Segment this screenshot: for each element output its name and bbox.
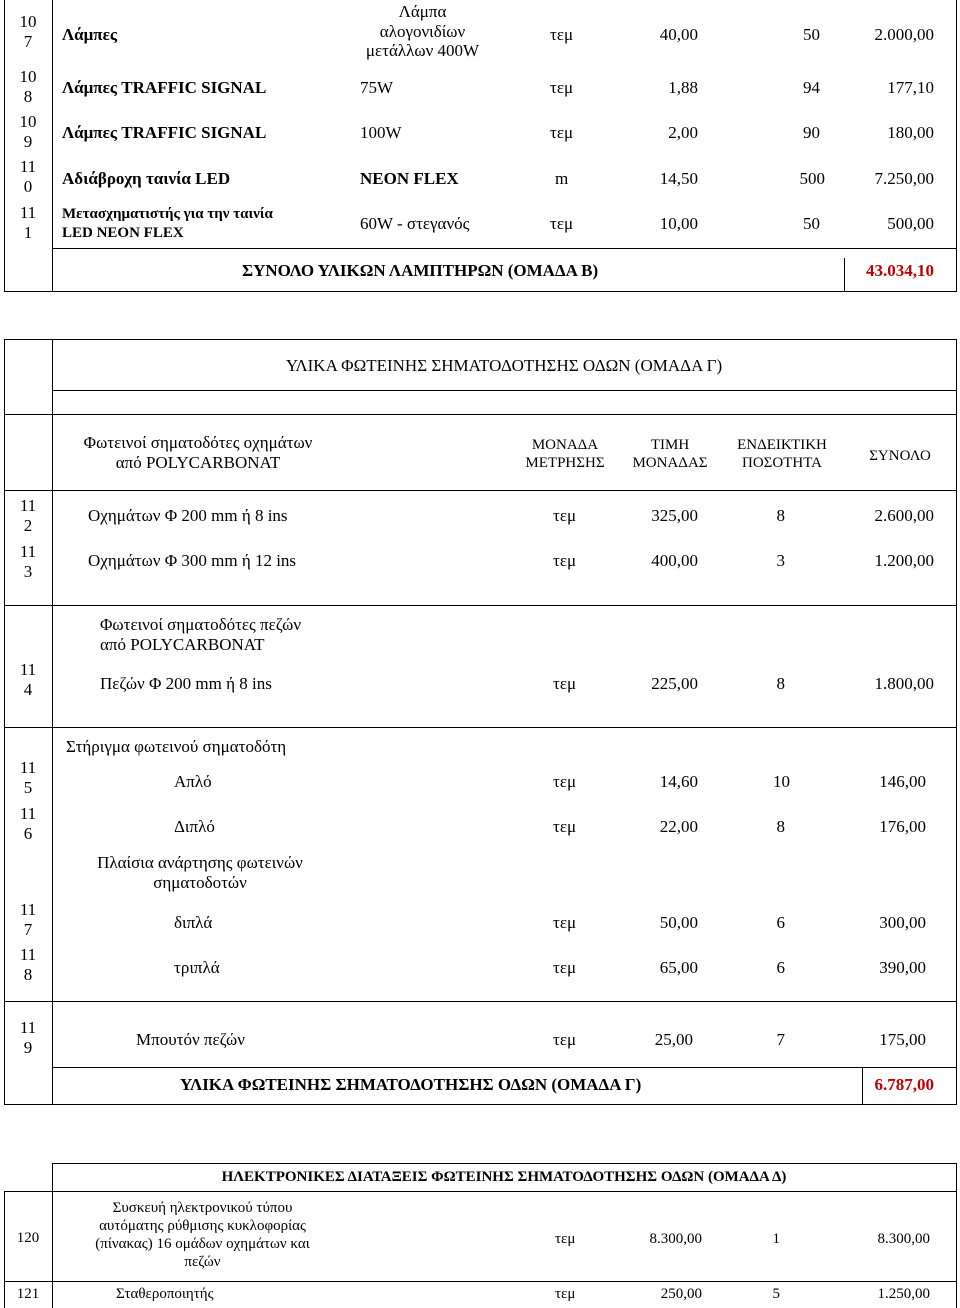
group-b-total-value: 43.034,10 <box>866 261 934 280</box>
row-number: 11 4 <box>19 660 37 700</box>
column-header-description: Φωτεινοί σηματοδότες οχημάτων από POLYCARBONAT <box>83 433 313 473</box>
unit: τεμ <box>553 913 577 932</box>
unit-price: 250,00 <box>660 1286 702 1302</box>
row-number: 11 0 <box>19 157 37 197</box>
item-description: Λάμπες TRAFFIC SIGNAL <box>62 78 267 97</box>
unit: τεμ <box>553 674 577 693</box>
column-header-price: ΤΙΜΗ ΜΟΝΑΔΑΣ <box>632 437 708 471</box>
column-header-quantity: ΕΝΔΕΙΚΤΙΚΗ ΠΟΣΟΤΗΤΑ <box>737 437 827 471</box>
unit-price: 325,00 <box>651 506 698 525</box>
unit: τεμ <box>553 772 577 791</box>
unit-price: 22,00 <box>659 817 698 836</box>
group-b-total-label: ΣΥΝΟΛΟ ΥΛΙΚΩΝ ΛΑΜΠΤΗΡΩΝ (ΟΜΑΔΑ Β) <box>242 261 599 280</box>
item-description: Απλό <box>174 772 212 791</box>
frames-heading: Πλαίσια ανάρτησης φωτεινών σηματοδοτών <box>97 853 303 893</box>
row-number: 120 <box>16 1230 40 1246</box>
item-description: Σταθεροποιητής <box>116 1286 214 1302</box>
quantity: 7 <box>776 1030 785 1049</box>
row-number: 11 9 <box>19 1018 37 1058</box>
unit-price: 225,00 <box>651 674 698 693</box>
row-number: 11 2 <box>19 496 37 536</box>
quantity: 8 <box>776 817 785 836</box>
item-description: Συσκευή ηλεκτρονικού τύπου αυτόματης ρύθμισης κυκλοφορίας (πίνακας) 16 ομάδων οχημάτων και πεζών <box>95 1200 310 1270</box>
row-number: 11 1 <box>19 203 37 243</box>
unit: τεμ <box>553 551 577 570</box>
group-c-total-label: ΥΛΙΚΑ ΦΩΤΕΙΝΗΣ ΣΗΜΑΤΟΔΟΤΗΣΗΣ ΟΔΩΝ (ΟΜΑΔΑ Γ) <box>180 1075 642 1094</box>
unit-price: 25,00 <box>654 1030 693 1049</box>
unit: τεμ <box>553 506 577 525</box>
item-description: Λάμπες <box>62 25 118 44</box>
unit: τεμ <box>553 1030 577 1049</box>
row-total: 1.800,00 <box>874 674 934 693</box>
group-c-total-value: 6.787,00 <box>874 1075 934 1094</box>
pedestrian-heading: Φωτεινοί σηματοδότες πεζών από POLYCARBONAT <box>100 615 302 655</box>
item-description: Πεζών Φ 200 mm ή 8 ins <box>100 674 272 693</box>
item-description: Μετασχηματιστής για την ταινία LED NEON FLEX <box>62 206 273 241</box>
quantity: 8 <box>776 506 785 525</box>
quantity: 8 <box>776 674 785 693</box>
column-header-unit: ΜΟΝΑΔΑ ΜΕΤΡΗΣΗΣ <box>525 437 605 471</box>
unit-price: 400,00 <box>651 551 698 570</box>
item-type: 100W <box>360 123 402 142</box>
quantity: 50 <box>803 25 820 44</box>
row-total: 177,10 <box>887 78 934 97</box>
row-number: 11 6 <box>19 804 37 844</box>
item-type: 60W - στεγανός <box>360 214 470 233</box>
column-header-total: ΣΥΝΟΛΟ <box>869 448 931 464</box>
unit-price: 14,60 <box>659 772 698 791</box>
row-number: 121 <box>16 1286 40 1302</box>
row-total: 7.250,00 <box>874 169 934 188</box>
item-type: NEON FLEX <box>360 169 459 188</box>
unit-price: 14,50 <box>659 169 698 188</box>
item-description: Μπουτόν πεζών <box>136 1030 245 1049</box>
quantity: 1 <box>772 1231 780 1247</box>
row-total: 2.000,00 <box>874 25 934 44</box>
quantity: 50 <box>803 214 820 233</box>
quantity: 6 <box>776 913 785 932</box>
row-total: 176,00 <box>879 817 926 836</box>
group-d-title: ΗΛΕΚΤΡΟΝΙΚΕΣ ΔΙΑΤΑΞΕΙΣ ΦΩΤΕΙΝΗΣ ΣΗΜΑΤΟΔΟΤΗΣΗΣ ΟΔΩΝ (ΟΜΑΔΑ Δ) <box>221 1169 787 1185</box>
unit-price: 1,88 <box>668 78 698 97</box>
row-total: 390,00 <box>879 958 926 977</box>
unit: τεμ <box>553 817 577 836</box>
unit: m <box>555 169 569 188</box>
item-description: τριπλά <box>174 958 220 977</box>
quantity: 5 <box>772 1286 780 1302</box>
support-heading: Στήριγμα φωτεινού σηματοδότη <box>66 737 287 756</box>
quantity: 10 <box>773 772 790 791</box>
item-type: 75W <box>360 78 394 97</box>
unit: τεμ <box>555 1231 576 1247</box>
row-number: 11 7 <box>19 900 37 940</box>
unit: τεμ <box>555 1286 576 1302</box>
group-c-title: ΥΛΙΚΑ ΦΩΤΕΙΝΗΣ ΣΗΜΑΤΟΔΟΤΗΣΗΣ ΟΔΩΝ (ΟΜΑΔΑ Γ) <box>285 356 723 375</box>
item-type: Λάμπα αλογονιδίων μετάλλων 400W <box>365 2 480 61</box>
row-number: 11 8 <box>19 945 37 985</box>
row-total: 146,00 <box>879 772 926 791</box>
unit: τεμ <box>550 25 574 44</box>
unit-price: 10,00 <box>659 214 698 233</box>
item-description: Λάμπες TRAFFIC SIGNAL <box>62 123 267 142</box>
item-description: Οχημάτων Φ 300 mm ή 12 ins <box>88 551 297 570</box>
row-total: 500,00 <box>887 214 934 233</box>
row-total: 300,00 <box>879 913 926 932</box>
row-total: 180,00 <box>887 123 934 142</box>
unit: τεμ <box>550 78 574 97</box>
row-number: 11 5 <box>19 758 37 798</box>
item-description: Αδιάβροχη ταινία LED <box>62 169 231 188</box>
row-total: 1.250,00 <box>877 1286 930 1302</box>
quantity: 500 <box>799 169 825 188</box>
unit: τεμ <box>550 214 574 233</box>
item-description: Οχημάτων Φ 200 mm ή 8 ins <box>88 506 288 525</box>
unit: τεμ <box>553 958 577 977</box>
row-total: 8.300,00 <box>877 1231 930 1247</box>
row-total: 1.200,00 <box>874 551 934 570</box>
row-number: 10 7 <box>19 12 37 52</box>
quantity: 94 <box>803 78 820 97</box>
unit-price: 2,00 <box>668 123 698 142</box>
quantity: 3 <box>776 551 785 570</box>
item-description: διπλά <box>174 913 213 932</box>
row-number: 11 3 <box>19 542 37 582</box>
unit-price: 65,00 <box>659 958 698 977</box>
row-number: 10 8 <box>19 67 37 107</box>
item-description: Διπλό <box>174 817 215 836</box>
row-total: 2.600,00 <box>874 506 934 525</box>
unit-price: 40,00 <box>659 25 698 44</box>
unit: τεμ <box>550 123 574 142</box>
quantity: 6 <box>776 958 785 977</box>
quantity: 90 <box>803 123 820 142</box>
row-total: 175,00 <box>879 1030 926 1049</box>
row-number: 10 9 <box>19 112 37 152</box>
unit-price: 8.300,00 <box>649 1231 702 1247</box>
unit-price: 50,00 <box>659 913 698 932</box>
